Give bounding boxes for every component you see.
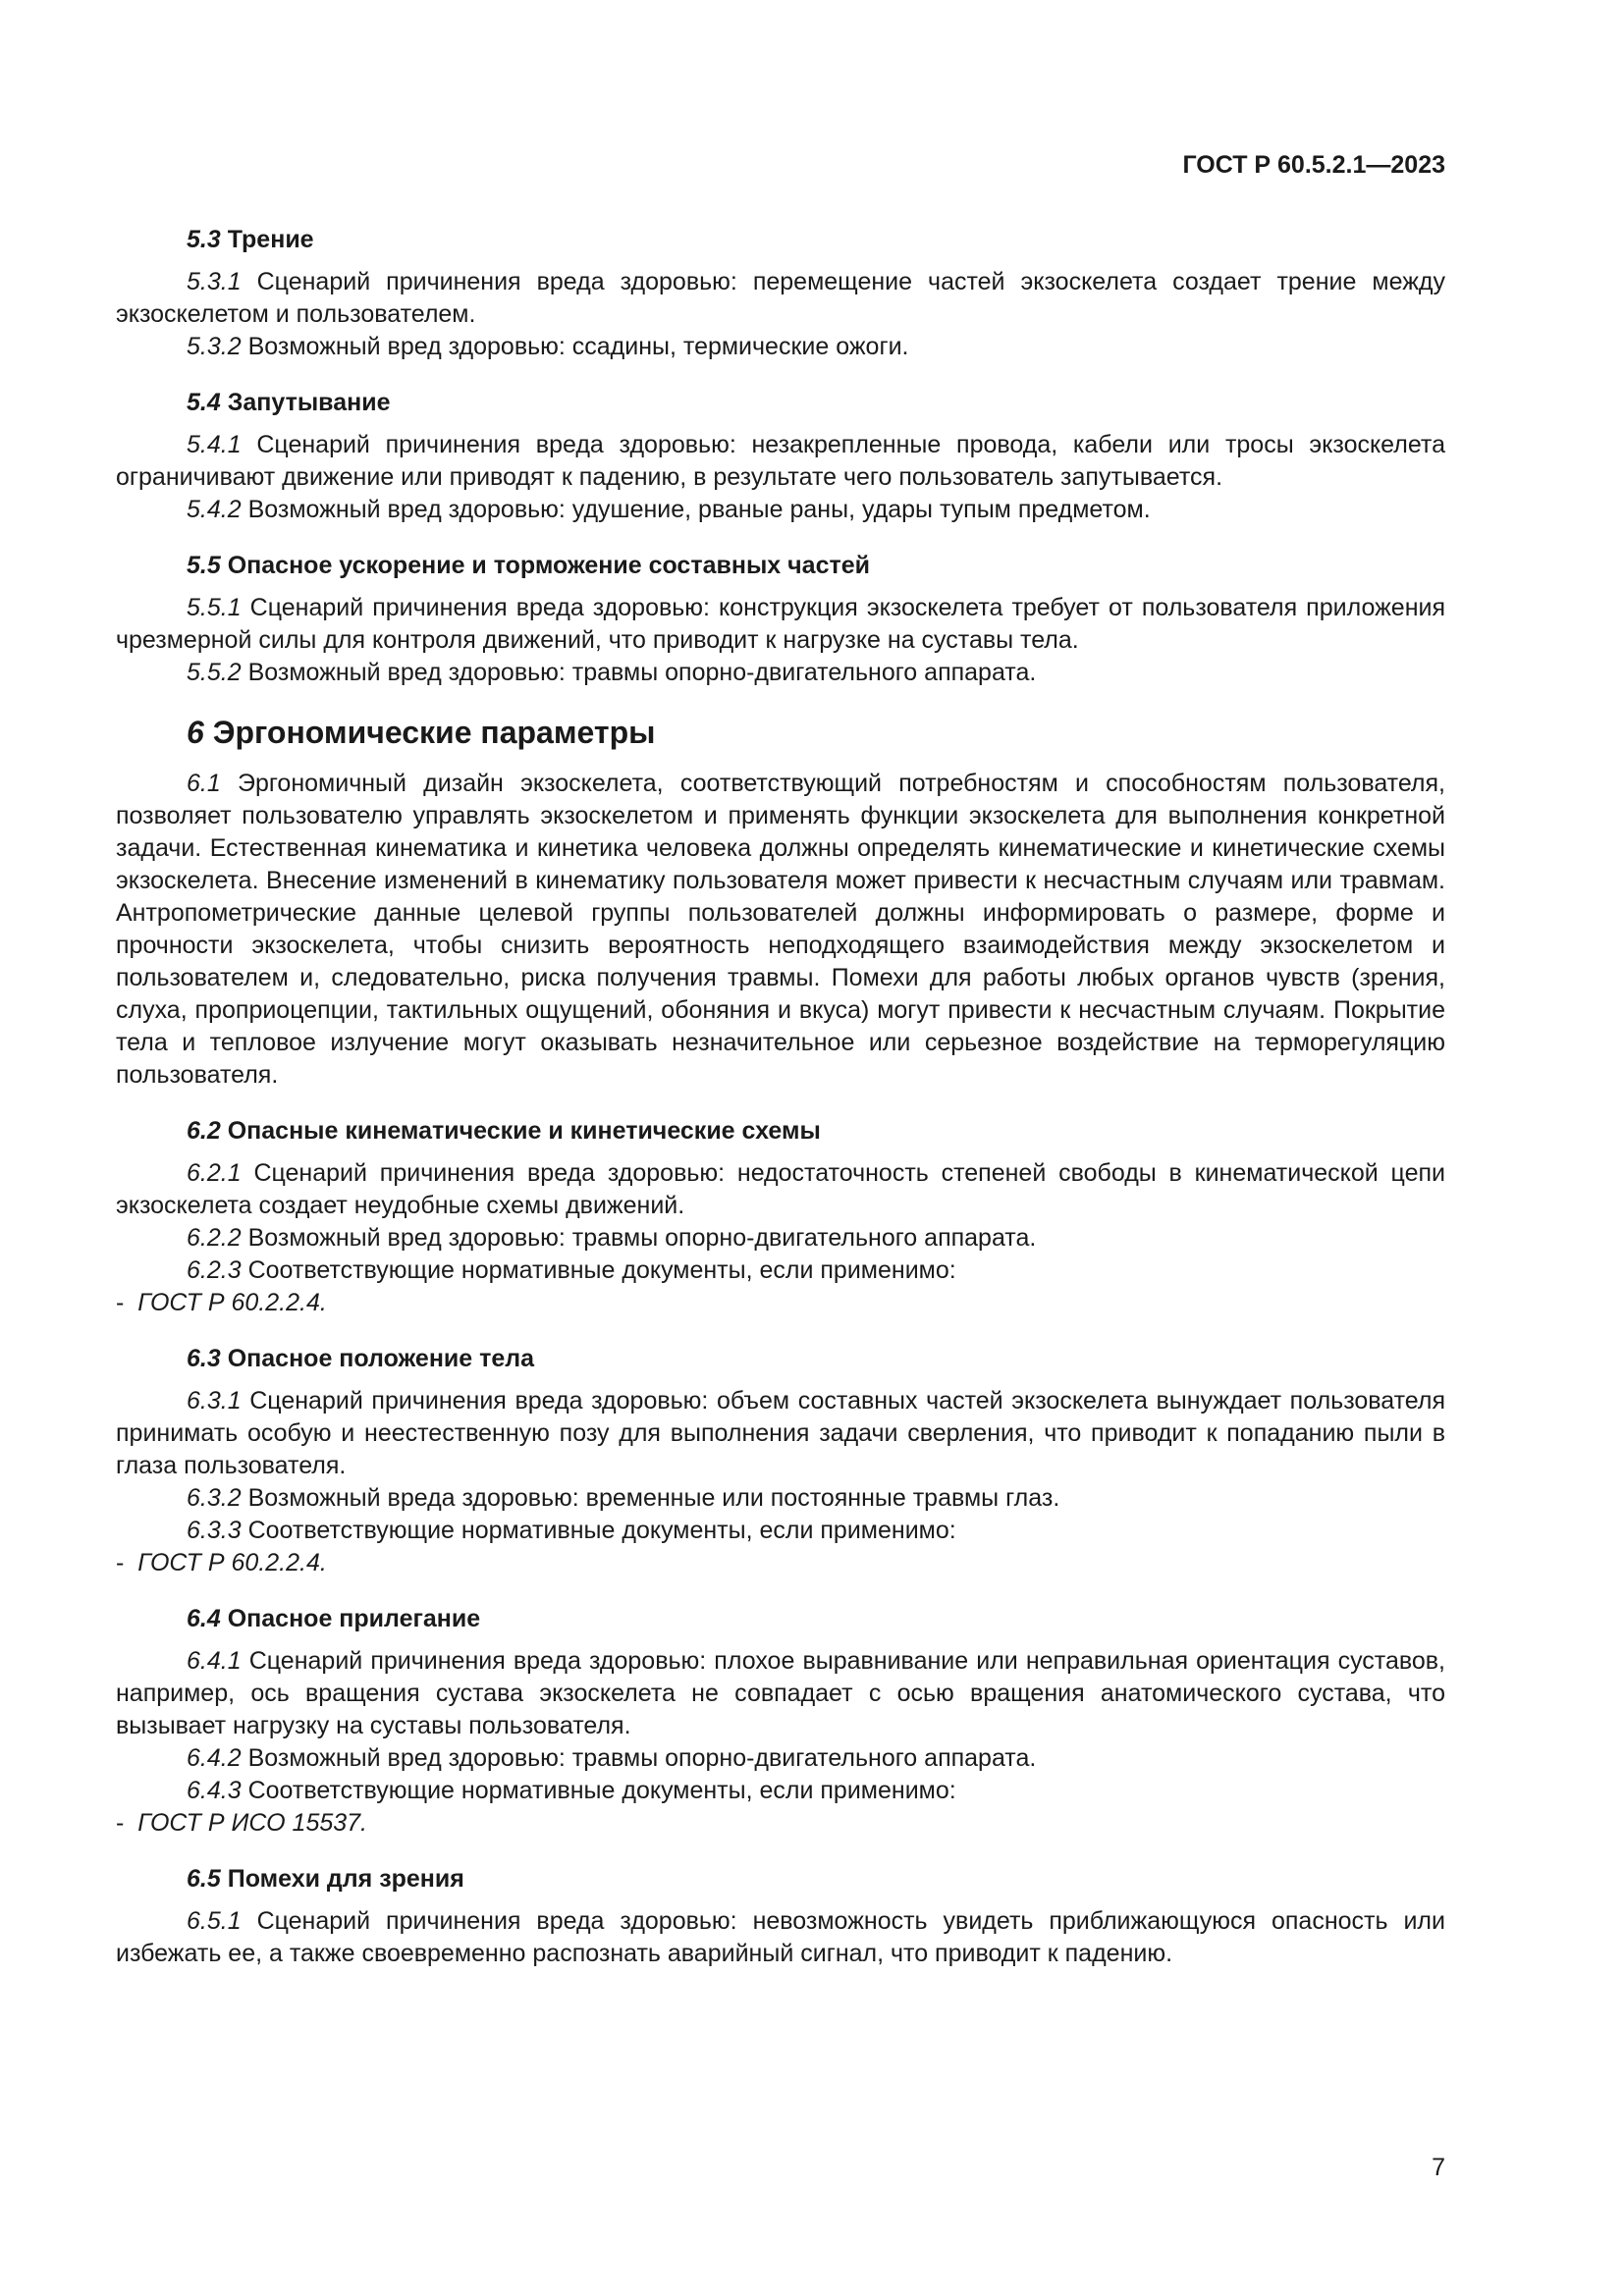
clause-number: 5.3.2 — [187, 333, 242, 360]
clause-number: 5.5.2 — [187, 659, 242, 686]
clause-text: Эргономичный дизайн экзоскелета, соответствующий потребностям и способностям пользователя, позволяет пользователю управлять экзоскелетом и применять функции экзоскелета для выполнения конкретной задачи. Естественная кинематика и кинетика человека должны определять кинематические и кинетические схемы экзоскелета. Внесение изменений в кинематику пользователя может привести к несчастным случаям или травмам. Антропометрические данные целевой группы пользователей должны информировать о размере, форме и прочности экзоскелета, чтобы снизить вероятность неподходящего взаимодействия между экзоскелетом и пользователем и, следовательно, риска получения травмы. Помехи для работы любых органов чувств (зрения, слуха, проприоцепции, тактильных ощущений, обоняния и вкуса) могут привести к несчастным случаям. Покрытие тела и тепловое излучение могут оказывать незначительное или серьезное воздействие на терморегуляцию пользователя. — [116, 770, 1445, 1089]
heading-title: Опасное положение тела — [227, 1345, 535, 1372]
page-number: 7 — [1432, 2154, 1445, 2181]
clause-text: Возможный вред здоровью: удушение, рваные раны, удары тупым предметом. — [247, 496, 1151, 523]
clause-paragraph — [116, 592, 1445, 657]
heading-title: Опасное прилегание — [227, 1605, 481, 1632]
document-body — [116, 224, 1445, 1970]
section-heading — [187, 1343, 1445, 1375]
heading-title: Опасное ускорение и торможение составных частей — [227, 552, 870, 579]
section-heading — [187, 224, 1445, 256]
clause-text: Сценарий причинения вреда здоровью: объем составных частей экзоскелета вынуждает пользователя принимать особую и неестественную позу для выполнения задачи сверления, что приводит к попаданию пыли в глаза пользователя. — [116, 1387, 1445, 1479]
clause-text: Возможный вред здоровью: травмы опорно-двигательного аппарата. — [247, 659, 1037, 686]
clause-text: Сценарий причинения вреда здоровью: плохое выравнивание или неправильная ориентация суставов, например, ось вращения сустава экзоскелета не совпадает с осью вращения анатомического сустава, что вызывает нагрузку на суставы пользователя. — [116, 1647, 1446, 1739]
heading-number: 6.4 — [187, 1605, 221, 1632]
clause-text: Соответствующие нормативные документы, если применимо: — [247, 1777, 956, 1804]
clause-paragraph — [116, 1645, 1445, 1742]
clause-text: Сценарий причинения вреда здоровью: невозможность увидеть приближающуюся опасность или избежать ее, а также своевременно распознать аварийный сигнал, что приводит к падению. — [116, 1907, 1445, 1967]
heading-title: Эргономические параметры — [212, 715, 656, 750]
clause-number: 6.3.3 — [187, 1517, 242, 1544]
heading-title: Запутывание — [227, 389, 391, 416]
section-heading — [187, 1603, 1445, 1635]
clause-paragraph — [116, 331, 1445, 363]
clause-number: 6.2.1 — [187, 1159, 242, 1187]
clause-number: 5.5.1 — [187, 594, 242, 621]
clause-number: 6.4.2 — [187, 1744, 242, 1772]
section-heading — [187, 1863, 1445, 1896]
clause-number: 5.3.1 — [187, 268, 242, 295]
clause-paragraph — [116, 1515, 1445, 1547]
clause-paragraph — [116, 657, 1445, 689]
chapter-heading — [187, 713, 1445, 752]
heading-number: 5.4 — [187, 389, 221, 416]
clause-text: Сценарий причинения вреда здоровью: незакрепленные провода, кабели или тросы экзоскелета ограничивают движение или приводят к падению, в результате чего пользователь запутывается. — [116, 431, 1445, 491]
clause-number: 6.2.2 — [187, 1224, 242, 1252]
clause-text: Возможный вреда здоровью: временные или постоянные травмы глаз. — [247, 1484, 1060, 1512]
clause-text: Возможный вред здоровью: травмы опорно-двигательного аппарата. — [247, 1224, 1037, 1252]
clause-paragraph — [116, 1157, 1445, 1222]
section-heading — [187, 387, 1445, 419]
clause-text: Возможный вред здоровью: ссадины, термические ожоги. — [247, 333, 909, 360]
heading-number: 5.3 — [187, 226, 221, 253]
clause-text: Сценарий причинения вреда здоровью: конструкция экзоскелета требует от пользователя приложения чрезмерной силы для контроля движений, что приводит к нагрузке на суставы тела. — [116, 594, 1445, 654]
heading-number: 6 — [187, 715, 204, 750]
normative-reference: - ГОСТ Р 60.2.2.4. — [116, 1289, 327, 1316]
clause-number: 6.3.1 — [187, 1387, 242, 1415]
clause-text: Сценарий причинения вреда здоровью: недостаточность степеней свободы в кинематической цепи экзоскелета создает неудобные схемы движений. — [116, 1159, 1445, 1219]
heading-number: 5.5 — [187, 552, 221, 579]
reference-document: ГОСТ Р ИСО 15537. — [137, 1809, 368, 1837]
clause-number: 6.1 — [187, 770, 221, 797]
normative-reference: - ГОСТ Р 60.2.2.4. — [116, 1549, 327, 1576]
clause-number: 6.4.3 — [187, 1777, 242, 1804]
clause-paragraph — [116, 1775, 1445, 1807]
heading-number: 6.2 — [187, 1117, 221, 1145]
clause-number: 6.5.1 — [187, 1907, 242, 1935]
clause-number: 6.4.1 — [187, 1647, 242, 1675]
clause-paragraph — [116, 1222, 1445, 1255]
heading-title: Трение — [227, 226, 314, 253]
clause-paragraph — [116, 1905, 1445, 1970]
heading-title: Помехи для зрения — [227, 1865, 464, 1893]
clause-number: 6.2.3 — [187, 1256, 242, 1284]
reference-document: ГОСТ Р 60.2.2.4. — [137, 1549, 327, 1576]
clause-paragraph — [116, 768, 1445, 1092]
clause-paragraph — [116, 1385, 1445, 1482]
clause-paragraph — [116, 1482, 1445, 1515]
reference-document: ГОСТ Р 60.2.2.4. — [137, 1289, 327, 1316]
clause-number: 6.3.2 — [187, 1484, 242, 1512]
clause-text: Сценарий причинения вреда здоровью: перемещение частей экзоскелета создает трение между экзоскелетом и пользователем. — [116, 268, 1446, 328]
clause-number: 5.4.1 — [187, 431, 242, 458]
heading-number: 6.5 — [187, 1865, 221, 1893]
heading-number: 6.3 — [187, 1345, 221, 1372]
clause-paragraph — [116, 266, 1445, 331]
clause-paragraph — [116, 1255, 1445, 1287]
section-heading — [187, 1115, 1445, 1148]
section-heading — [187, 550, 1445, 582]
document-code: ГОСТ Р 60.5.2.1—2023 — [1182, 151, 1445, 179]
clause-paragraph — [116, 494, 1445, 526]
clause-paragraph — [116, 1742, 1445, 1775]
clause-text: Соответствующие нормативные документы, если применимо: — [247, 1517, 956, 1544]
clause-text: Возможный вред здоровью: травмы опорно-двигательного аппарата. — [247, 1744, 1037, 1772]
clause-text: Соответствующие нормативные документы, если применимо: — [247, 1256, 956, 1284]
heading-title: Опасные кинематические и кинетические схемы — [227, 1117, 821, 1145]
clause-number: 5.4.2 — [187, 496, 242, 523]
normative-reference: - ГОСТ Р ИСО 15537. — [116, 1809, 368, 1837]
clause-paragraph — [116, 429, 1445, 494]
